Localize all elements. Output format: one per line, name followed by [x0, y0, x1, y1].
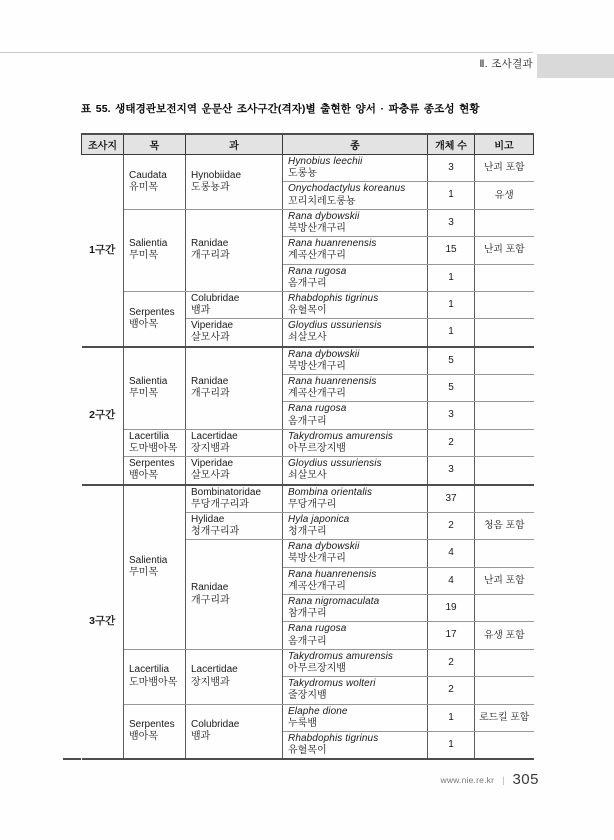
chapter-tab [537, 54, 614, 78]
family-korean-name: 개구리과 [191, 594, 230, 606]
species-korean-name: 유혈목이 [288, 305, 327, 317]
family-latin-name: Viperidae [191, 320, 234, 332]
species-cell [283, 319, 428, 347]
species-scientific-name: Rhabdophis tigrinus [288, 732, 379, 744]
order-korean-name: 뱀아목 [129, 470, 158, 482]
order-cell [124, 485, 186, 650]
family-latin-name: Ranidae [191, 376, 229, 387]
family-korean-name: 무당개구리과 [191, 498, 249, 510]
species-cell [283, 182, 428, 209]
count-cell: 5 [428, 375, 475, 402]
note-cell [475, 375, 534, 402]
species-cell [283, 347, 428, 375]
table-header-row [82, 134, 534, 155]
order-cell [124, 457, 186, 485]
species-cell [283, 291, 428, 318]
family-latin-name: Ranidae [191, 582, 229, 594]
family-korean-name: 도롱뇽과 [191, 181, 230, 193]
order-cell [124, 649, 186, 704]
species-korean-name: 북방산개구리 [288, 360, 346, 372]
count-cell: 3 [428, 457, 475, 485]
footer-separator: | [502, 774, 505, 785]
species-scientific-name: Onychodactylus koreanus [288, 183, 406, 195]
count-cell: 19 [428, 595, 475, 622]
family-latin-name: Hylidae [191, 513, 225, 525]
species-korean-name: 참개구리 [288, 608, 327, 620]
note-cell [475, 264, 534, 291]
family-latin-name: Ranidae [191, 238, 229, 250]
species-scientific-name: Hyla japonica [288, 513, 350, 525]
species-korean-name: 계곡산개구리 [288, 250, 346, 262]
note-cell [475, 209, 534, 236]
family-korean-name: 살모사과 [191, 332, 230, 344]
species-scientific-name: Rana dybowskii [288, 210, 360, 222]
page-number: 305 [512, 771, 539, 788]
family-korean-name: 개구리과 [191, 250, 230, 262]
species-cell [283, 595, 428, 622]
family-latin-name: Hynobiidae [191, 169, 242, 181]
page-footer [0, 771, 539, 788]
order-korean-name: 도마뱀아목 [129, 442, 178, 454]
species-korean-name: 계곡산개구리 [288, 388, 346, 400]
order-latin-name: Salientia [129, 376, 168, 387]
count-cell: 1 [428, 704, 475, 731]
species-cell [283, 485, 428, 513]
species-korean-name: 꼬리치레도롱뇽 [288, 195, 356, 207]
note-cell: 청음 포함 [475, 512, 534, 539]
order-cell [124, 291, 186, 346]
note-cell [475, 595, 534, 622]
order-latin-name: Salientia [129, 554, 168, 566]
species-korean-name: 계곡산개구리 [288, 580, 346, 592]
species-scientific-name: Bombina orientalis [288, 486, 373, 498]
note-cell [475, 731, 534, 759]
footer-url: www.nie.re.kr [440, 774, 495, 785]
column-header-note: 비고 [475, 134, 534, 155]
table-row [82, 457, 534, 485]
family-latin-name: Bombinatoridae [191, 486, 262, 498]
family-latin-name: Viperidae [191, 458, 234, 470]
species-korean-name: 쇠살모사 [288, 332, 327, 344]
species-scientific-name: Rana rugosa [288, 265, 347, 277]
note-cell [475, 429, 534, 456]
order-cell [124, 209, 186, 291]
family-latin-name: Colubridae [191, 292, 240, 304]
count-cell: 1 [428, 291, 475, 318]
species-korean-name: 청개구리 [288, 526, 327, 538]
order-latin-name: Lacertilia [129, 430, 170, 442]
column-header-site: 조사지 [82, 134, 124, 155]
family-cell [186, 291, 283, 318]
order-cell [124, 704, 186, 759]
count-cell: 4 [428, 567, 475, 594]
species-korean-name: 줄장지뱀 [288, 690, 327, 702]
count-cell: 3 [428, 155, 475, 182]
species-korean-name: 아무르장지뱀 [288, 662, 346, 674]
order-latin-name: Serpentes [129, 306, 175, 318]
species-scientific-name: Rana dybowskii [288, 541, 360, 553]
species-table-body [82, 155, 534, 760]
family-cell [186, 512, 283, 539]
order-latin-name: Lacertilia [129, 664, 170, 676]
note-cell [475, 649, 534, 676]
species-scientific-name: Takydromus amurensis [288, 430, 394, 442]
table-row [82, 429, 534, 456]
table-row [82, 347, 534, 375]
note-cell [475, 347, 534, 375]
count-cell: 3 [428, 209, 475, 236]
note-cell [475, 485, 534, 513]
count-cell: 5 [428, 347, 475, 375]
species-cell [283, 375, 428, 402]
species-scientific-name: Rana rugosa [288, 623, 347, 635]
species-korean-name: 무당개구리 [288, 498, 337, 510]
order-korean-name: 무미목 [129, 567, 158, 579]
species-scientific-name: Gloydius ussuriensis [288, 320, 382, 332]
species-cell [283, 649, 428, 676]
count-cell: 2 [428, 512, 475, 539]
species-korean-name: 옴개구리 [288, 415, 327, 427]
count-cell: 4 [428, 540, 475, 567]
order-latin-name: Serpentes [129, 719, 175, 731]
species-scientific-name: Rhabdophis tigrinus [288, 292, 379, 304]
family-cell [186, 540, 283, 650]
species-korean-name: 북방산개구리 [288, 553, 346, 565]
species-cell [283, 237, 428, 264]
table-row [82, 704, 534, 731]
species-cell [283, 264, 428, 291]
species-korean-name: 옴개구리 [288, 277, 327, 289]
family-korean-name: 뱀과 [191, 731, 211, 743]
species-scientific-name: Elaphe dione [288, 705, 348, 717]
order-korean-name: 뱀아목 [129, 318, 158, 330]
family-cell [186, 649, 283, 704]
running-head: Ⅱ. 조사결과 [479, 58, 533, 70]
note-cell: 난괴 포함 [475, 567, 534, 594]
order-latin-name: Salientia [129, 238, 168, 250]
species-scientific-name: Rana dybowskii [288, 348, 360, 360]
note-cell [475, 677, 534, 704]
species-scientific-name: Rana rugosa [288, 403, 347, 415]
family-cell [186, 429, 283, 456]
table-row [82, 649, 534, 676]
species-cell [283, 209, 428, 236]
species-cell [283, 512, 428, 539]
order-korean-name: 유미목 [129, 181, 158, 193]
table-row [82, 291, 534, 318]
family-cell [186, 485, 283, 513]
count-cell: 1 [428, 319, 475, 347]
note-cell: 유생 포함 [475, 622, 534, 649]
family-cell [186, 155, 283, 210]
species-scientific-name: Rana nigromaculata [288, 596, 380, 607]
family-latin-name: Lacertidae [191, 430, 238, 442]
note-cell: 유생 [475, 182, 534, 209]
species-cell [283, 402, 428, 429]
column-header-species: 종 [283, 134, 428, 155]
count-cell: 1 [428, 731, 475, 759]
order-korean-name: 도마뱀아목 [129, 676, 178, 688]
table-row [82, 209, 534, 236]
species-cell [283, 731, 428, 759]
column-header-count: 개체 수 [428, 134, 475, 155]
note-cell: 난괴 포함 [475, 155, 534, 182]
order-cell [124, 155, 186, 210]
family-korean-name: 살모사과 [191, 470, 230, 482]
family-latin-name: Colubridae [191, 719, 240, 731]
order-cell [124, 429, 186, 456]
count-cell: 15 [428, 237, 475, 264]
species-scientific-name: Takydromus amurensis [288, 650, 394, 662]
species-korean-name: 북방산개구리 [288, 222, 346, 234]
family-korean-name: 개구리과 [191, 388, 230, 400]
count-cell: 2 [428, 649, 475, 676]
species-cell [283, 677, 428, 704]
species-korean-name: 누룩뱀 [288, 717, 317, 729]
species-scientific-name: Rana huanrenensis [288, 376, 377, 387]
site-cell: 2구간 [82, 347, 124, 485]
family-cell [186, 704, 283, 759]
note-cell [475, 402, 534, 429]
order-korean-name: 뱀아목 [129, 731, 158, 743]
table-caption: 표 55. 생태경관보전지역 운문산 조사구간(격자)별 출현한 양서 · 파충류 종조성 현황 [81, 103, 480, 115]
count-cell: 37 [428, 485, 475, 513]
count-cell: 3 [428, 402, 475, 429]
note-cell [475, 319, 534, 347]
column-header-order: 목 [124, 134, 186, 155]
species-scientific-name: Hynobius leechii [288, 156, 363, 167]
note-cell [475, 291, 534, 318]
count-cell: 1 [428, 182, 475, 209]
note-cell: 로드킬 포함 [475, 704, 534, 731]
count-cell: 2 [428, 677, 475, 704]
species-table [81, 133, 534, 760]
species-cell [283, 567, 428, 594]
species-korean-name: 아무르장지뱀 [288, 442, 346, 454]
count-cell: 2 [428, 429, 475, 456]
species-cell [283, 429, 428, 456]
species-korean-name: 쇠살모사 [288, 470, 327, 482]
family-korean-name: 장지뱀과 [191, 442, 230, 454]
site-cell: 1구간 [82, 155, 124, 347]
family-korean-name: 장지뱀과 [191, 676, 230, 688]
species-cell [283, 704, 428, 731]
species-scientific-name: Gloydius ussuriensis [288, 458, 382, 470]
table-row [82, 485, 534, 513]
species-scientific-name: Rana huanrenensis [288, 238, 377, 250]
species-korean-name: 옴개구리 [288, 635, 327, 647]
note-cell [475, 540, 534, 567]
family-latin-name: Lacertidae [191, 664, 238, 676]
note-cell [475, 457, 534, 485]
family-korean-name: 청개구리과 [191, 526, 240, 538]
order-korean-name: 무미목 [129, 250, 158, 262]
table-row [82, 155, 534, 182]
order-korean-name: 무미목 [129, 388, 158, 400]
count-cell: 1 [428, 264, 475, 291]
species-cell [283, 457, 428, 485]
species-cell [283, 622, 428, 649]
species-cell [283, 155, 428, 182]
note-cell: 난괴 포함 [475, 237, 534, 264]
count-cell: 17 [428, 622, 475, 649]
species-cell [283, 540, 428, 567]
family-korean-name: 뱀과 [191, 305, 211, 317]
family-cell [186, 319, 283, 347]
species-scientific-name: Takydromus wolteri [288, 678, 376, 690]
order-latin-name: Caudata [129, 169, 167, 181]
family-cell [186, 209, 283, 291]
header-rule [0, 52, 533, 53]
site-cell: 3구간 [82, 485, 124, 760]
order-latin-name: Serpentes [129, 458, 175, 470]
species-korean-name: 도롱뇽 [288, 168, 317, 180]
species-scientific-name: Rana huanrenensis [288, 568, 377, 580]
species-korean-name: 유혈목이 [288, 745, 327, 757]
order-cell [124, 347, 186, 430]
species-table-wrap [81, 133, 534, 760]
family-cell [186, 347, 283, 430]
column-header-family: 과 [186, 134, 283, 155]
family-cell [186, 457, 283, 485]
